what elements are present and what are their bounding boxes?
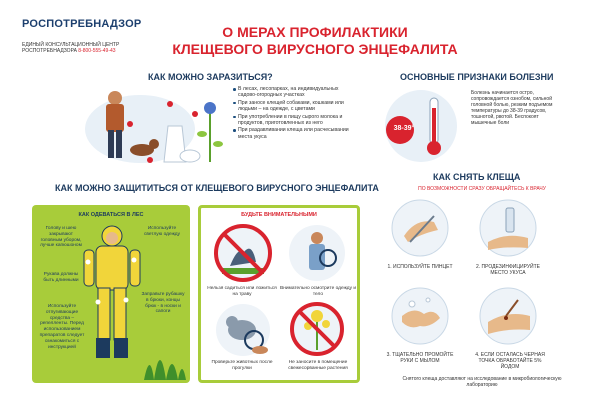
protect-title: КАК МОЖНО ЗАЩИТИТЬСЯ ОТ КЛЕЩЕВОГО ВИРУСНОГО ЭНЦЕФАЛИТА xyxy=(55,183,379,193)
page-title-line2: КЛЕЩЕВОГО ВИРУСНОГО ЭНЦЕФАЛИТА xyxy=(172,41,458,57)
step-caption-3: 3. ТЩАТЕЛЬНО ПРОМОЙТЕ РУКИ С МЫЛОМ xyxy=(386,352,454,364)
attention-title: БУДЬТЕ ВНИМАТЕЛЬНЫМИ xyxy=(241,212,317,218)
org-subtitle xyxy=(22,42,132,54)
no-fresh-flowers-icon xyxy=(286,300,348,358)
wash-hands-step-icon xyxy=(390,286,450,346)
clothes-title: КАК ОДЕВАТЬСЯ В ЛЕС xyxy=(78,212,144,218)
removal-title: КАК СНЯТЬ КЛЕЩА xyxy=(433,172,521,182)
attention-caption-grass: Нельзя садиться или ложиться на траву xyxy=(207,286,277,297)
removal-subtitle: ПО ВОЗМОЖНОСТИ СРАЗУ ОБРАЩАЙТЕСЬ К ВРАЧУ xyxy=(418,186,546,192)
note-repellent: Используйте отпугивающие средства – репелленты. Перед использованием препаратов следует ознакомиться с инструкцией xyxy=(39,304,85,350)
no-sitting-on-grass-icon xyxy=(212,222,274,284)
org-logo: РОСПОТРЕБНАДЗОР xyxy=(22,18,142,30)
protective-suit-illustration xyxy=(78,222,146,372)
org-sub-line2: РОСПОТРЕБНАДЗОРА xyxy=(22,48,77,54)
attention-caption-flowers: Не заносите в помещение свежесорванные растения xyxy=(288,360,348,371)
infection-title: КАК МОЖНО ЗАРАЗИТЬСЯ? xyxy=(148,72,273,82)
org-sub-line1: ЕДИНЫЙ КОНСУЛЬТАЦИОННЫЙ ЦЕНТР xyxy=(22,42,120,48)
pointer-dot-icon xyxy=(124,298,129,303)
temperature-badge: 38-39° xyxy=(393,125,415,132)
page-title xyxy=(170,24,460,58)
inspect-clothes-icon xyxy=(286,222,348,284)
attention-caption-inspect: Внимательно осмотрите одежду и тело xyxy=(280,286,356,297)
tick-marker-icon xyxy=(127,121,133,127)
iodine-step-icon xyxy=(478,286,538,346)
grass-icon xyxy=(140,330,188,380)
list-item: В лесах, лесопарках, на индивидуальных садово-огородных участках xyxy=(233,86,353,99)
note-sleeves: Рукава должны быть длинными xyxy=(43,272,79,283)
pointer-dot-icon xyxy=(86,260,91,265)
infection-illustration xyxy=(70,84,230,166)
flower-icon xyxy=(197,102,223,162)
step-caption-4: 4. ЕСЛИ ОСТАЛАСЬ ЧЕРНАЯ ТОЧКА ОБРАБОТАЙТЕ 5% ЙОДОМ xyxy=(475,352,545,370)
note-head: Голову и шею закрывают головным убором, лучше капюшоном xyxy=(40,226,82,249)
infection-list xyxy=(233,86,353,141)
disinfect-step-icon xyxy=(478,198,538,258)
note-clothes: Используйте светлую одежду xyxy=(143,226,180,237)
list-item: При раздавливании клеща или расчесывании места укуса xyxy=(233,127,353,140)
tick-marker-icon xyxy=(147,157,153,163)
removal-footer: Снятого клеща доставляют на исследование в микробиологическую лабораторию xyxy=(402,376,562,388)
hotline-phone: 8-800-555-49-43 xyxy=(78,48,116,54)
pointer-dot-icon xyxy=(96,300,101,305)
tick-marker-icon xyxy=(192,111,198,117)
list-item: При употреблении в пищу сырого молока и продуктов, приготовленных из него xyxy=(233,114,353,127)
page-title-line1: О МЕРАХ ПРОФИЛАКТИКИ xyxy=(222,24,408,40)
symptoms-title: ОСНОВНЫЕ ПРИЗНАКИ БОЛЕЗНИ xyxy=(400,72,554,82)
pointer-dot-icon xyxy=(132,258,137,263)
symptoms-text: Болезнь начинается остро, сопровождается ознобом, сильной головной болью, резким подъемом температуры до 38-39 градусов, тошнотой, рвотой. Беспокоят мышечные боли xyxy=(471,90,553,126)
check-pets-icon xyxy=(212,300,274,358)
tick-marker-icon xyxy=(167,101,173,107)
list-item: При заносе клещей собаками, кошками или людьми – на одежде, с цветами xyxy=(233,100,353,113)
step-caption-1: 1. ИСПОЛЬЗУЙТЕ ПИНЦЕТ xyxy=(387,264,453,270)
note-tuck: Заправьте рубашку в брюки, концы брюк - в носки и сапоги xyxy=(141,292,185,315)
step-caption-2: 2. ПРОДЕЗИНФИЦИРУЙТЕ МЕСТО УКУСА xyxy=(475,264,541,276)
attention-caption-pets: Проверьте животных после прогулки xyxy=(211,360,273,371)
tweezers-step-icon xyxy=(390,198,450,258)
thermometer-icon xyxy=(427,141,441,155)
